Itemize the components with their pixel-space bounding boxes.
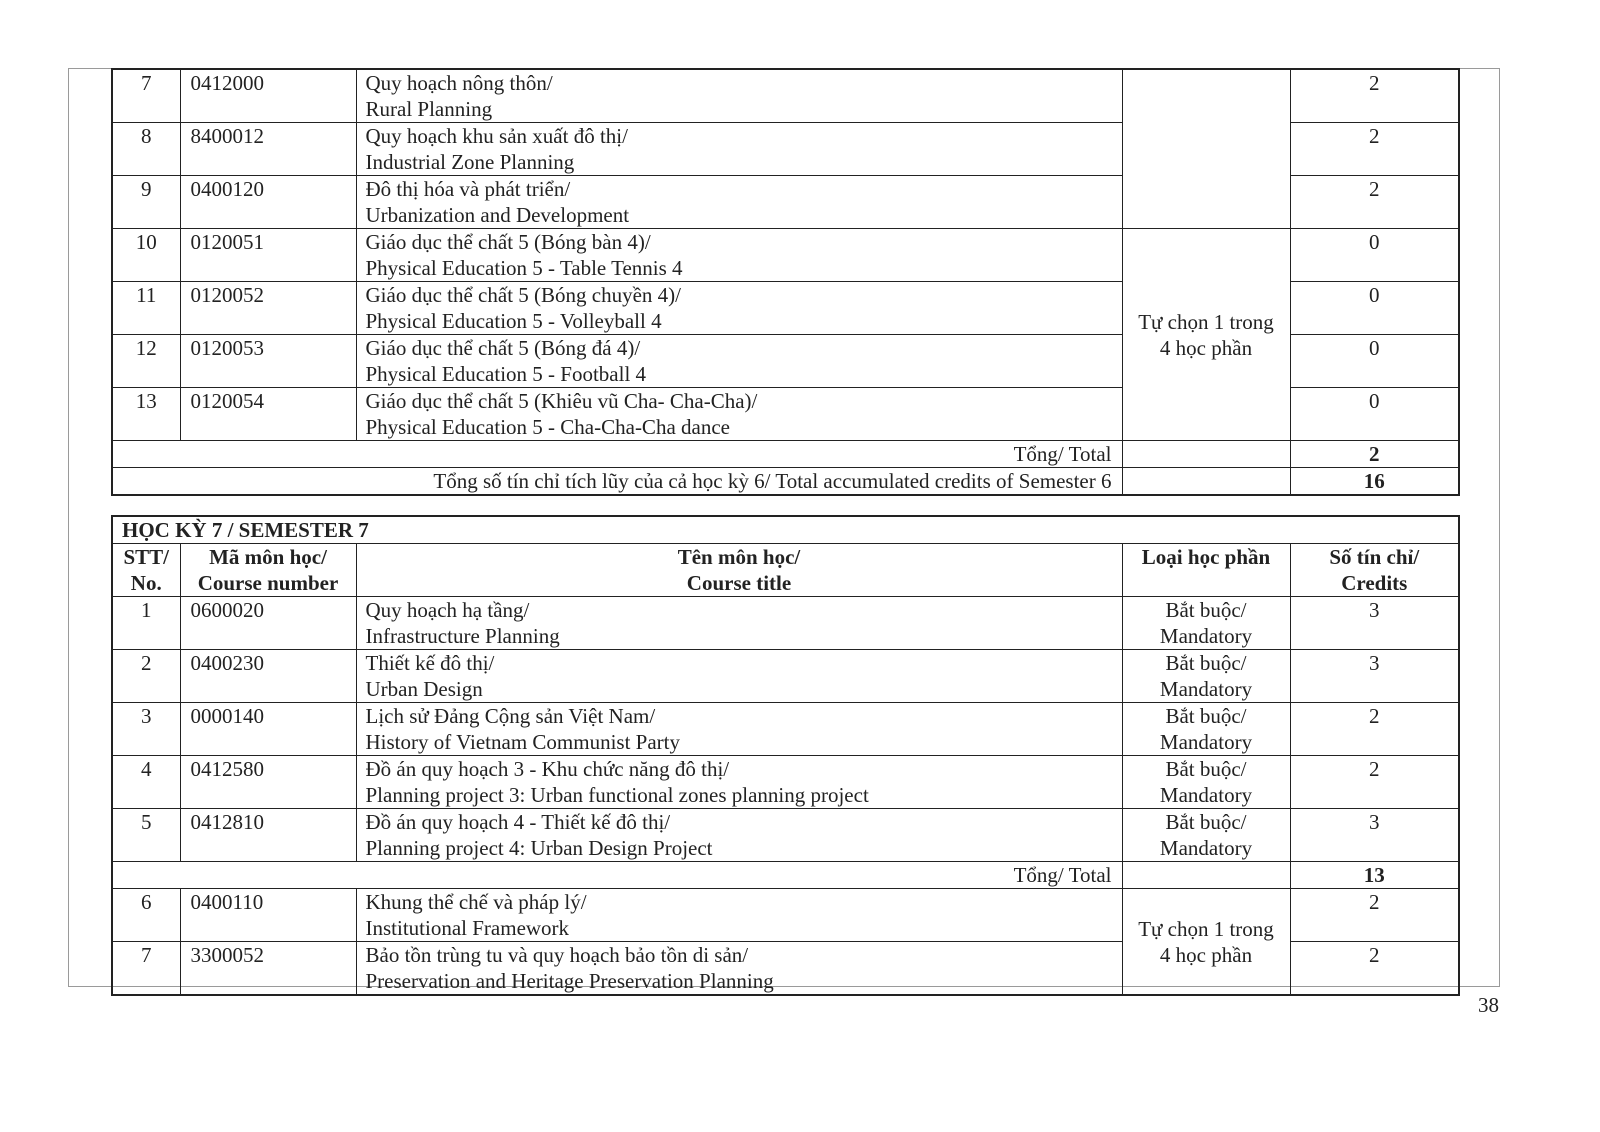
- course-title: Giáo dục thể chất 5 (Khiêu vũ Cha- Cha-Cha)/ Physical Education 5 - Cha-Cha-Cha dance: [356, 388, 1122, 441]
- table-row: [112, 229, 1459, 282]
- semester-title-row: [112, 516, 1459, 544]
- course-title: Khung thể chế và pháp lý/ Institutional Framework: [356, 889, 1122, 942]
- row-number: 6: [112, 889, 180, 942]
- credits: 0: [1290, 229, 1459, 282]
- total-label: Tổng/ Total: [112, 441, 1122, 468]
- accumulated-type-empty: [1122, 468, 1290, 496]
- course-number: 0400120: [180, 176, 356, 229]
- header-no: STT/ No.: [112, 544, 180, 597]
- elective-note: Tự chọn 1 trong 4 học phần: [1122, 889, 1290, 996]
- credits: 2: [1290, 756, 1459, 809]
- credits: 2: [1290, 889, 1459, 942]
- course-title: Thiết kế đô thị/ Urban Design: [356, 650, 1122, 703]
- course-number: 0120054: [180, 388, 356, 441]
- row-number: 7: [112, 69, 180, 123]
- course-number: 0412580: [180, 756, 356, 809]
- course-title: Đô thị hóa và phát triển/ Urbanization and Development: [356, 176, 1122, 229]
- course-type: Bắt buộc/ Mandatory: [1122, 597, 1290, 650]
- course-number: 0120052: [180, 282, 356, 335]
- total-row: [112, 862, 1459, 889]
- credits: 0: [1290, 388, 1459, 441]
- table-row: [112, 809, 1459, 862]
- header-credits: Số tín chỉ/ Credits: [1290, 544, 1459, 597]
- credits: 3: [1290, 597, 1459, 650]
- course-number: 0120051: [180, 229, 356, 282]
- credits: 0: [1290, 335, 1459, 388]
- credits: 2: [1290, 703, 1459, 756]
- course-number: 0412810: [180, 809, 356, 862]
- course-number: 0120053: [180, 335, 356, 388]
- row-number: 8: [112, 123, 180, 176]
- accumulated-row: [112, 468, 1459, 496]
- total-row: [112, 441, 1459, 468]
- page-number: 38: [1478, 993, 1499, 1017]
- course-type: Bắt buộc/ Mandatory: [1122, 756, 1290, 809]
- total-label: Tổng/ Total: [112, 862, 1122, 889]
- course-title: Đồ án quy hoạch 3 - Khu chức năng đô thị/ Planning project 3: Urban functional zones planning project: [356, 756, 1122, 809]
- course-title: Lịch sử Đảng Cộng sản Việt Nam/ History of Vietnam Communist Party: [356, 703, 1122, 756]
- credits: 3: [1290, 650, 1459, 703]
- total-value: 2: [1290, 441, 1459, 468]
- course-number: 0400110: [180, 889, 356, 942]
- course-title: Quy hoạch hạ tầng/ Infrastructure Planning: [356, 597, 1122, 650]
- elective-note: Tự chọn 1 trong 4 học phần: [1122, 229, 1290, 441]
- course-title: Đồ án quy hoạch 4 - Thiết kế đô thị/ Planning project 4: Urban Design Project: [356, 809, 1122, 862]
- accumulated-value: 16: [1290, 468, 1459, 496]
- header-row: [112, 544, 1459, 597]
- course-number: 0000140: [180, 703, 356, 756]
- course-type: Bắt buộc/ Mandatory: [1122, 703, 1290, 756]
- course-type: Bắt buộc/ Mandatory: [1122, 809, 1290, 862]
- credits: 2: [1290, 176, 1459, 229]
- course-title: Giáo dục thể chất 5 (Bóng bàn 4)/ Physical Education 5 - Table Tennis 4: [356, 229, 1122, 282]
- credits: 3: [1290, 809, 1459, 862]
- row-number: 12: [112, 335, 180, 388]
- accumulated-label: Tổng số tín chỉ tích lũy của cả học kỳ 6/ Total accumulated credits of Semester 6: [112, 468, 1122, 496]
- row-number: 7: [112, 942, 180, 996]
- course-number: 3300052: [180, 942, 356, 996]
- table-row: [112, 69, 1459, 123]
- table-row: [112, 889, 1459, 942]
- course-number: 0412000: [180, 69, 356, 123]
- table-row: [112, 650, 1459, 703]
- credits: 0: [1290, 282, 1459, 335]
- course-type-empty: [1122, 69, 1290, 229]
- total-type-empty: [1122, 441, 1290, 468]
- header-course-number: Mã môn học/ Course number: [180, 544, 356, 597]
- semester-title: HỌC KỲ 7 / SEMESTER 7: [112, 516, 1459, 544]
- course-type: Bắt buộc/ Mandatory: [1122, 650, 1290, 703]
- semester7-course-table: [111, 515, 1460, 996]
- row-number: 9: [112, 176, 180, 229]
- header-course-type: Loại học phần: [1122, 544, 1290, 597]
- row-number: 4: [112, 756, 180, 809]
- semester6-course-table: [111, 68, 1460, 496]
- row-number: 5: [112, 809, 180, 862]
- course-number: 0400230: [180, 650, 356, 703]
- row-number: 11: [112, 282, 180, 335]
- row-number: 3: [112, 703, 180, 756]
- credits: 2: [1290, 942, 1459, 996]
- total-type-empty: [1122, 862, 1290, 889]
- total-value: 13: [1290, 862, 1459, 889]
- header-course-title: Tên môn học/ Course title: [356, 544, 1122, 597]
- course-number: 0600020: [180, 597, 356, 650]
- course-title: Quy hoạch khu sản xuất đô thị/ Industrial Zone Planning: [356, 123, 1122, 176]
- credits: 2: [1290, 69, 1459, 123]
- credits: 2: [1290, 123, 1459, 176]
- course-title: Bảo tồn trùng tu và quy hoạch bảo tồn di sản/ Preservation and Heritage Preservation Planning: [356, 942, 1122, 996]
- course-title: Giáo dục thể chất 5 (Bóng đá 4)/ Physical Education 5 - Football 4: [356, 335, 1122, 388]
- course-title: Giáo dục thể chất 5 (Bóng chuyền 4)/ Physical Education 5 - Volleyball 4: [356, 282, 1122, 335]
- course-title: Quy hoạch nông thôn/ Rural Planning: [356, 69, 1122, 123]
- row-number: 1: [112, 597, 180, 650]
- table-row: [112, 597, 1459, 650]
- course-number: 8400012: [180, 123, 356, 176]
- row-number: 10: [112, 229, 180, 282]
- table-row: [112, 703, 1459, 756]
- row-number: 13: [112, 388, 180, 441]
- table-row: [112, 756, 1459, 809]
- row-number: 2: [112, 650, 180, 703]
